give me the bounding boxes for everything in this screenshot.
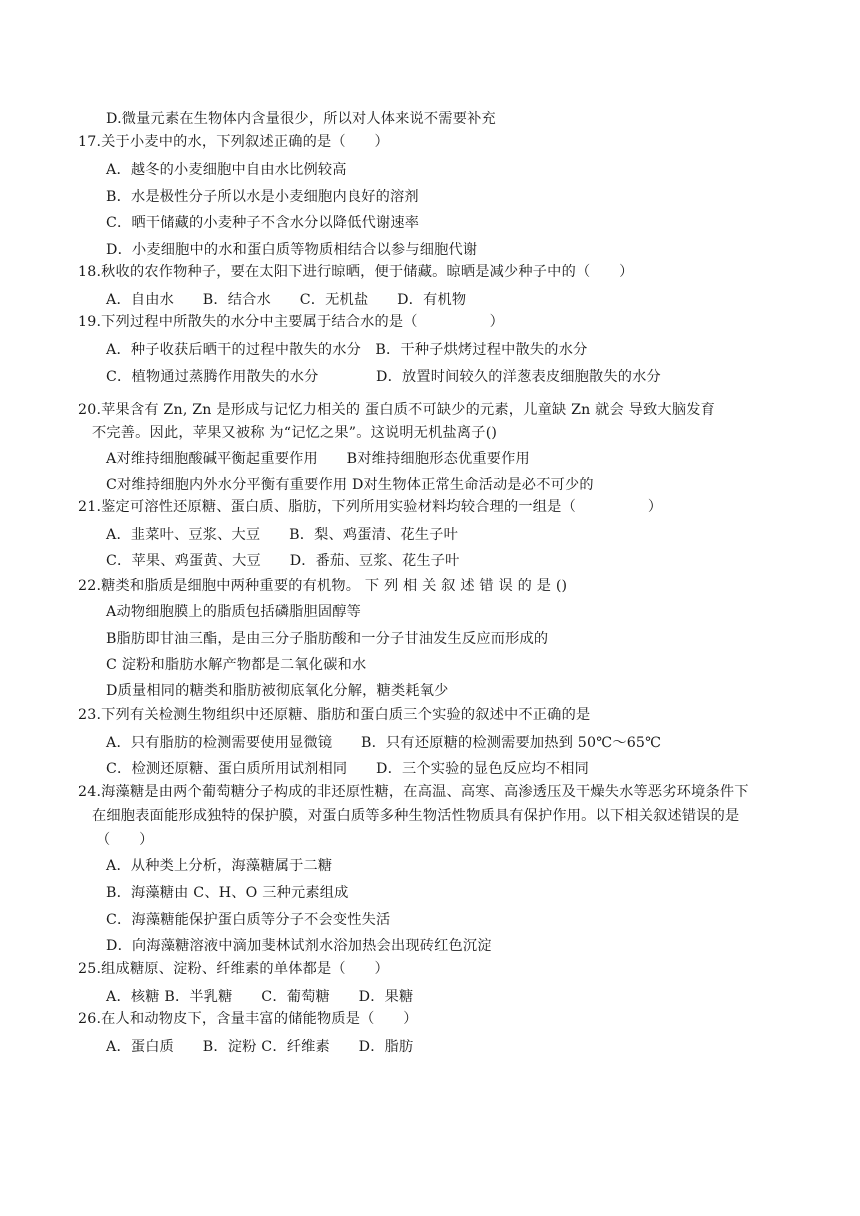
question-20-line1: 20.苹果含有 Zn, Zn 是形成与记忆力相关的 蛋白质不可缺少的元素，儿童缺 Zn 就会 导致大脑发育 (78, 402, 715, 418)
options-19-ab: A．种子收获后晒干的过程中散失的水分 B．干种子烘烤过程中散失的水分 (106, 342, 588, 358)
options-20-cd: C对维持细胞内外水分平衡有重要作用 D对生物体正常生命活动是必不可少的 (106, 477, 594, 493)
option-24-c: C．海藻糖能保护蛋白质等分子不会变性失活 (106, 912, 391, 928)
question-17: 17.关于小麦中的水，下列叙述正确的是（ ） (78, 134, 389, 150)
options-21-ab: A．韭菜叶、豆浆、大豆 B．梨、鸡蛋清、花生子叶 (106, 527, 458, 543)
question-19: 19.下列过程中所散失的水分中主要属于结合水的是（ ） (78, 314, 505, 330)
question-21: 21.鉴定可溶性还原糖、蛋白质、脂肪，下列所用实验材料均较合理的一组是（ ） (78, 499, 663, 515)
options-23-cd: C．检测还原糖、蛋白质所用试剂相同 D．三个实验的显色反应均不相同 (106, 761, 590, 777)
options-25: A．核糖 B．半乳糖 C．葡萄糖 D．果糖 (106, 989, 414, 1005)
option-24-b: B．海藻糖由 C、H、O 三种元素组成 (106, 885, 349, 901)
option-22-c: C 淀粉和脂肪水解产物都是二氧化碳和水 (106, 657, 367, 673)
question-24-line2: 在细胞表面能形成独特的保护膜，对蛋白质等多种生物活性物质具有保护作用。以下相关叙述错误的是 (92, 808, 740, 824)
option-22-a: A动物细胞膜上的脂质包括磷脂胆固醇等 (106, 604, 362, 620)
question-25: 25.组成糖原、淀粉、纤维素的单体都是（ ） (78, 961, 389, 977)
question-22: 22.糖类和脂质是细胞中两种重要的有机物。 下 列 相 关 叙 述 错 误 的 是 () (78, 578, 568, 594)
option-17-d: D．小麦细胞中的水和蛋白质等物质相结合以参与细胞代谢 (106, 242, 478, 258)
option-17-a: A．越冬的小麦细胞中自由水比例较高 (106, 162, 347, 178)
question-24-paren: （ ） (96, 832, 154, 848)
option-17-b: B．水是极性分子所以水是小麦细胞内良好的溶剂 (106, 189, 419, 205)
option-24-d: D．向海藻糖溶液中滴加斐林试剂水浴加热会出现砖红色沉淀 (106, 938, 492, 954)
option-19-c: C．植物通过蒸腾作用散失的水分 (106, 369, 319, 385)
option-22-b: B脂肪即甘油三酯，是由三分子脂肪酸和一分子甘油发生反应而形成的 (106, 631, 549, 647)
option-17-c: C．晒干储藏的小麦种子不含水分以降低代谢速率 (106, 215, 420, 231)
question-23: 23.下列有关检测生物组织中还原糖、脂肪和蛋白质三个实验的叙述中不正确的是 (78, 707, 591, 723)
question-24-line1: 24.海藻糖是由两个葡萄糖分子构成的非还原性糖，在高温、高寒、高渗透压及干燥失水等恶劣环境条件下 (78, 784, 749, 800)
options-18: A．自由水 B．结合水 C．无机盐 D．有机物 (106, 292, 467, 308)
options-21-cd: C．苹果、鸡蛋黄、大豆 D．番茄、豆浆、花生子叶 (106, 553, 460, 569)
question-18: 18.秋收的农作物种子，要在太阳下进行晾晒，便于储藏。晾晒是减少种子中的（ ） (78, 264, 634, 280)
question-20-line2: 不完善。因此，苹果又被称 为“记忆之果”。这说明无机盐离子() (92, 425, 498, 441)
options-23-ab: A．只有脂肪的检测需要使用显微镜 B．只有还原糖的检测需要加热到 50℃～65℃ (106, 735, 662, 751)
option-16-d: D.微量元素在生物体内含量很少，所以对人体来说不需要补充 (106, 111, 496, 127)
option-24-a: A．从种类上分析，海藻糖属于二糖 (106, 858, 333, 874)
option-22-d: D质量相同的糖类和脂肪被彻底氧化分解，糖类耗氧少 (106, 683, 449, 699)
options-26: A．蛋白质 B．淀粉 C．纤维素 D．脂肪 (106, 1039, 414, 1055)
options-20-ab: A对维持细胞酸碱平衡起重要作用 B对维持细胞形态优重要作用 (106, 451, 530, 467)
question-26: 26.在人和动物皮下，含量丰富的储能物质是（ ） (78, 1011, 418, 1027)
option-19-d: D．放置时间较久的洋葱表皮细胞散失的水分 (376, 369, 661, 385)
